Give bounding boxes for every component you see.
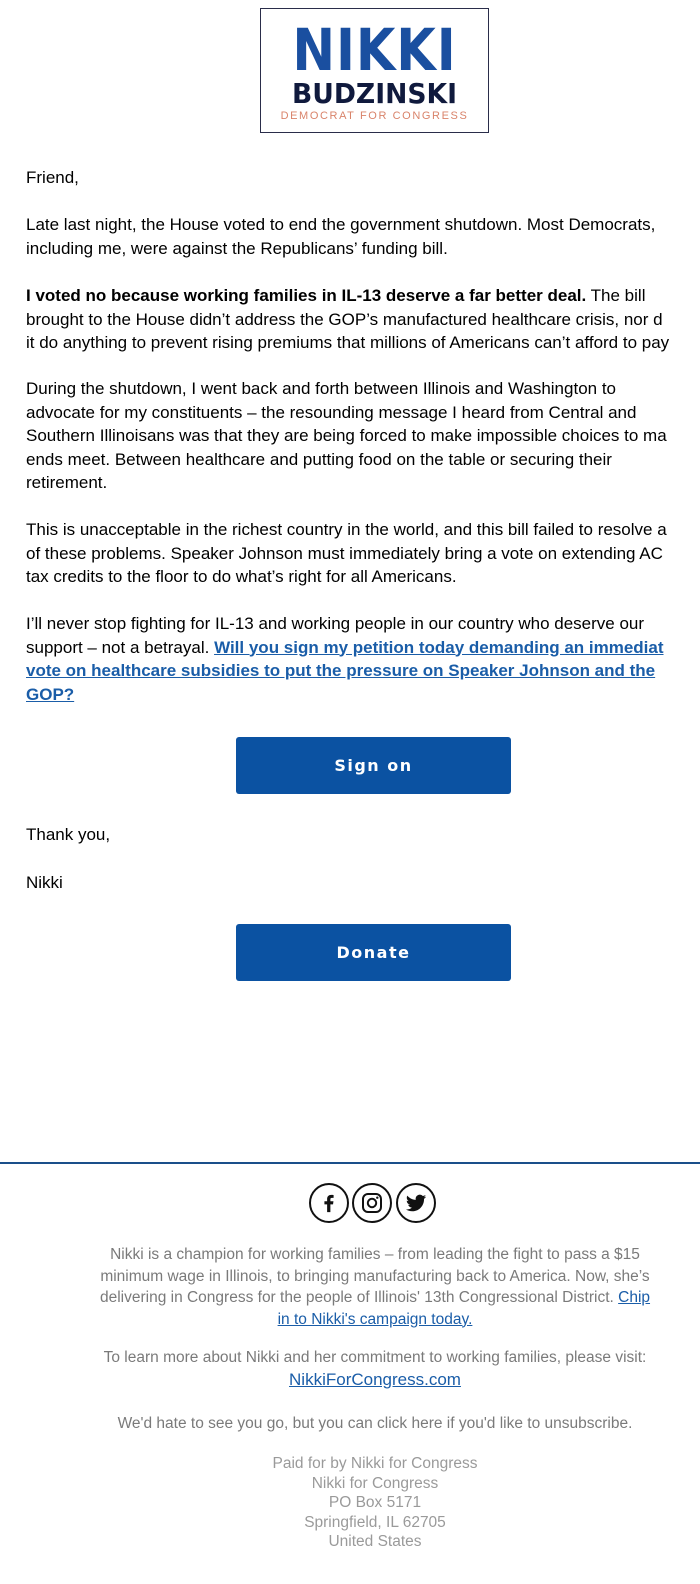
footer-about-line-1: Nikki is a champion for working families – from leading the fight to pass a $15: [110, 1246, 640, 1263]
signature: Nikki: [26, 873, 63, 892]
paragraph-2-line-2: brought to the House didn’t address the GOP’s manufactured healthcare crisis, nor d: [26, 309, 663, 329]
donate-button[interactable]: Donate: [236, 924, 511, 981]
logo-tagline: DEMOCRAT FOR CONGRESS: [280, 110, 469, 122]
paragraph-2-line-1-rest: The bill: [586, 286, 646, 305]
sign-on-button[interactable]: Sign on: [236, 737, 511, 794]
instagram-glyph: [360, 1191, 384, 1215]
petition-link[interactable]: Will you sign my petition today demanding an immediat: [214, 637, 664, 657]
paragraph-4-line-3: tax credits to the floor to do what’s right for all Americans.: [26, 567, 457, 586]
paragraph-2-line-3: it do anything to prevent rising premiums that millions of Americans can’t afford to pay: [26, 333, 670, 352]
petition-link-line-3[interactable]: GOP?: [26, 684, 75, 704]
logo-first-name: NIKKI: [292, 16, 457, 84]
footer-about-line-2: minimum wage in Illinois, to bringing manufacturing back to America. Now, she’s: [100, 1267, 650, 1285]
paragraph-5-line-2-plain: support – not a betrayal.: [26, 637, 215, 657]
paragraph-3-line-2: advocate for my constituents – the resounding message I heard from Central and: [26, 402, 637, 422]
country: United States: [328, 1533, 422, 1550]
chip-in-link-line-2[interactable]: in to Nikki's campaign today.: [277, 1310, 473, 1328]
city-state-zip: Springfield, IL 62705: [304, 1513, 446, 1531]
footer-address: [0, 1454, 700, 1552]
paragraph-4: [26, 518, 700, 589]
unsubscribe-text[interactable]: We'd hate to see you go, but you can click here if you'd like to unsubscribe.: [117, 1415, 633, 1432]
paragraph-1-line-1: Late last night, the House voted to end the government shutdown. Most Democrats,: [26, 215, 656, 234]
paid-for-disclaimer: Paid for by Nikki for Congress: [272, 1455, 478, 1472]
logo-last-name: BUDZINSKI: [291, 77, 458, 110]
twitter-icon[interactable]: [396, 1183, 436, 1223]
petition-link-line-2[interactable]: vote on healthcare subsidies to put the pressure on Speaker Johnson and the: [26, 661, 656, 680]
footer-about-line-3: delivering in Congress for the people of Illinois' 13th Congressional District.: [99, 1289, 619, 1306]
paragraph-3-line-1: During the shutdown, I went back and forth between Illinois and Washington to: [26, 379, 617, 398]
paragraph-3-line-4: ends meet. Between healthcare and putting food on the table or securing their: [26, 449, 612, 469]
greeting: Friend,: [26, 168, 79, 187]
paragraph-3-line-3: Southern Illinoisans was that they are being forced to make impossible choices to ma: [26, 426, 667, 445]
footer-learn-more: [0, 1347, 700, 1391]
campaign-logo: [260, 8, 489, 133]
paragraph-1: [26, 213, 700, 260]
instagram-icon[interactable]: [352, 1183, 392, 1223]
facebook-glyph: [318, 1192, 340, 1214]
learn-more-text: To learn more about Nikki and her commitment to working families, please visit:: [103, 1349, 647, 1366]
website-link[interactable]: NikkiForCongress.com: [289, 1369, 461, 1389]
paragraph-2-bold-statement: I voted no because working families in IL-13 deserve a far better deal.: [26, 286, 587, 305]
po-box: PO Box 5171: [328, 1494, 422, 1511]
paragraph-5-line-1: I’ll never stop fighting for IL-13 and working people in our country who deserve our: [26, 614, 645, 633]
paragraph-3-line-5: retirement.: [26, 473, 108, 492]
paragraph-4-line-1: This is unacceptable in the richest country in the world, and this bill failed to resolve a: [26, 520, 667, 539]
paragraph-4-line-2: of these problems. Speaker Johnson must immediately bring a vote on extending AC: [26, 543, 663, 563]
paragraph-1-line-2: including me, were against the Republicans’ funding bill.: [26, 238, 448, 258]
paragraph-3: [26, 377, 700, 495]
chip-in-link[interactable]: Chip: [618, 1289, 651, 1306]
footer-divider: [0, 1162, 700, 1164]
paragraph-5: [26, 612, 700, 706]
closing: Thank you,: [26, 825, 111, 844]
facebook-icon[interactable]: [309, 1183, 349, 1223]
org-name: Nikki for Congress: [311, 1474, 439, 1492]
footer-about: [0, 1244, 700, 1330]
paragraph-2: [26, 284, 700, 355]
twitter-glyph: [405, 1192, 427, 1214]
